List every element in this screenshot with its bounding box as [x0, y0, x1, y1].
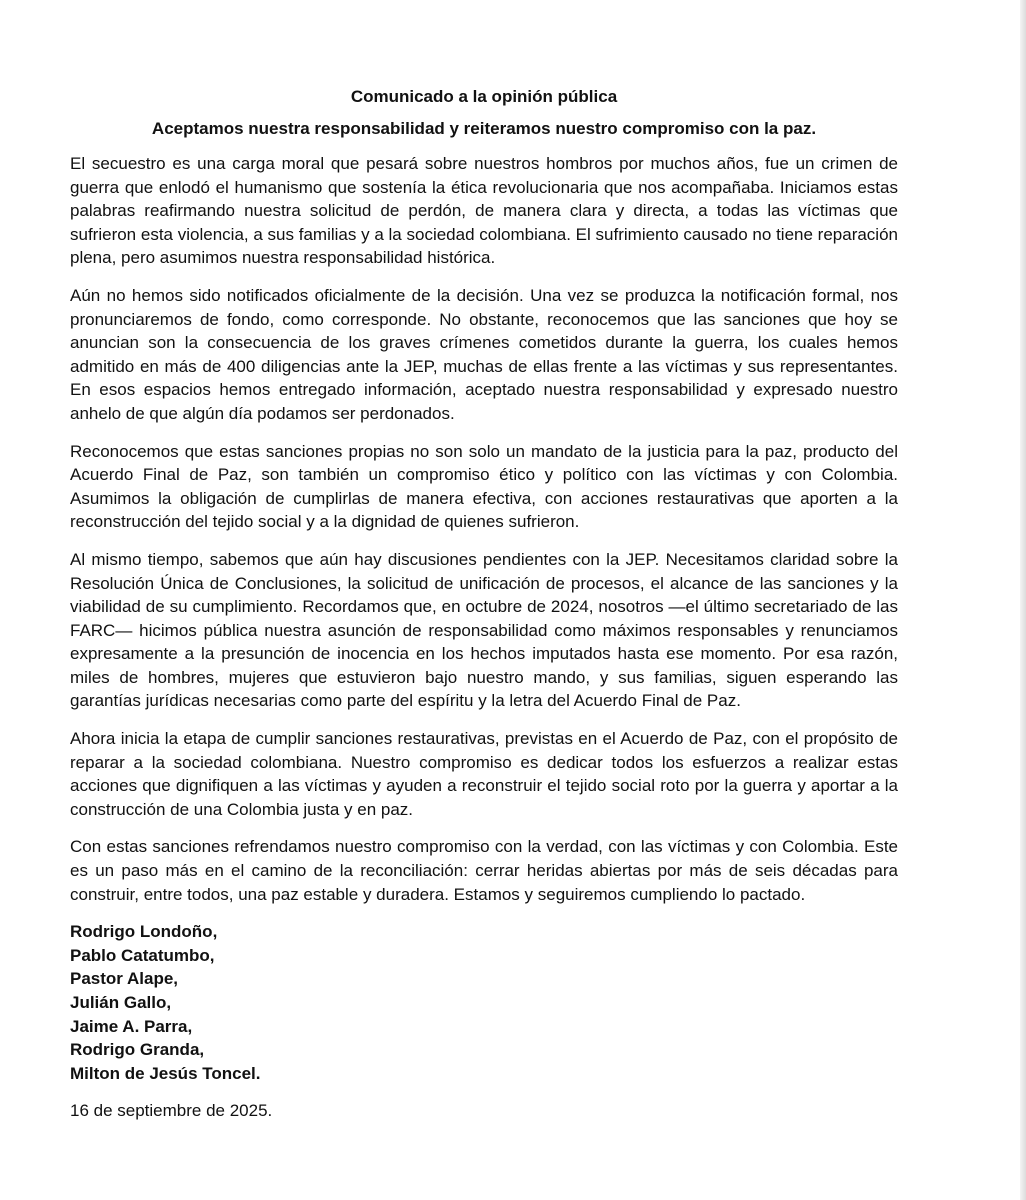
signer-list	[70, 920, 898, 1085]
signer-name: Milton de Jesús Toncel.	[70, 1063, 261, 1083]
paragraph: El secuestro es una carga moral que pesará sobre nuestros hombros por muchos años, fue un crimen de guerra que enlodó el humanismo que sostenía la ética revolucionaria que nos acompañaba. Iniciamos estas palabras reafirmando nuestra solicitud de perdón, de manera clara y directa, a todas las víctimas que sufrieron esta violencia, a sus familias y a la sociedad colombiana. El sufrimiento causado no tiene reparación plena, pero asumimos nuestra responsabilidad histórica.	[70, 154, 898, 268]
paragraph: Al mismo tiempo, sabemos que aún hay discusiones pendientes con la JEP. Necesitamos claridad sobre la Resolución Única de Conclusiones, la solicitud de unificación de procesos, el alcance de las sanciones y la viabilidad de su cumplimiento. Recordamos que, en octubre de 2024, nosotros —el último secretariado de las FARC— hicimos pública nuestra asunción de responsabilidad como máximos responsables y renunciamos expresamente a la presunción de inocencia en los hechos imputados hasta ese momento. Por esa razón, miles de hombres, mujeres que estuvieron bajo nuestro mando, y sus familias, siguen esperando las garantías jurídicas necesarias como parte del espíritu y la letra del Acuerdo Final de Paz.	[70, 549, 898, 711]
document-title: Comunicado a la opinión pública	[350, 87, 618, 106]
paragraph: Con estas sanciones refrendamos nuestro compromiso con la verdad, con las víctimas y con Colombia. Este es un paso más en el camino de la reconciliación: cerrar heridas abiertas por más de seis décadas para construir, entre todos, una paz estable y duradera. Estamos y seguiremos cumpliendo lo pactado.	[70, 837, 898, 904]
page-edge-shadow	[1020, 0, 1026, 1200]
signer-name: Jaime A. Parra,	[70, 1016, 193, 1036]
signer-name: Rodrigo Londoño,	[70, 922, 218, 942]
document-date: 16 de septiembre de 2025.	[70, 1101, 273, 1121]
signer-name: Rodrigo Granda,	[70, 1040, 205, 1060]
paragraph: Reconocemos que estas sanciones propias no son solo un mandato de la justicia para la paz, producto del Acuerdo Final de Paz, son también un compromiso ético y político con las víctimas y con Colombia. Asumimos la obligación de cumplirlas de manera efectiva, con acciones restaurativas que aporten a la reconstrucción del tejido social y a la dignidad de quienes sufrieron.	[70, 441, 898, 532]
signer-name: Pastor Alape,	[70, 969, 179, 989]
statement-body	[70, 86, 898, 1123]
document-subtitle: Aceptamos nuestra responsabilidad y reiteramos nuestro compromiso con la paz.	[151, 119, 817, 138]
paragraph: Ahora inicia la etapa de cumplir sanciones restaurativas, previstas en el Acuerdo de Paz, con el propósito de reparar a la sociedad colombiana. Nuestro compromiso es dedicar todos los esfuerzos a realizar estas acciones que dignifiquen a las víctimas y ayuden a reconstruir el tejido social roto por la guerra y aportar a la construcción de una Colombia justa y en paz.	[70, 729, 898, 819]
signer-name: Pablo Catatumbo,	[70, 945, 215, 965]
paragraph: Aún no hemos sido notificados oficialmente de la decisión. Una vez se produzca la notificación formal, nos pronunciaremos de fondo, como corresponde. No obstante, reconocemos que las sanciones que hoy se anuncian son la consecuencia de los graves crímenes cometidos durante la guerra, los cuales hemos admitido en más de 400 diligencias ante la JEP, muchas de ellas frente a las víctimas y sus representantes. En esos espacios hemos entregado información, aceptado nuestra responsabilidad y expresado nuestro anhelo de que algún día podamos ser perdonados.	[70, 285, 898, 423]
signer-name: Julián Gallo,	[70, 993, 172, 1012]
